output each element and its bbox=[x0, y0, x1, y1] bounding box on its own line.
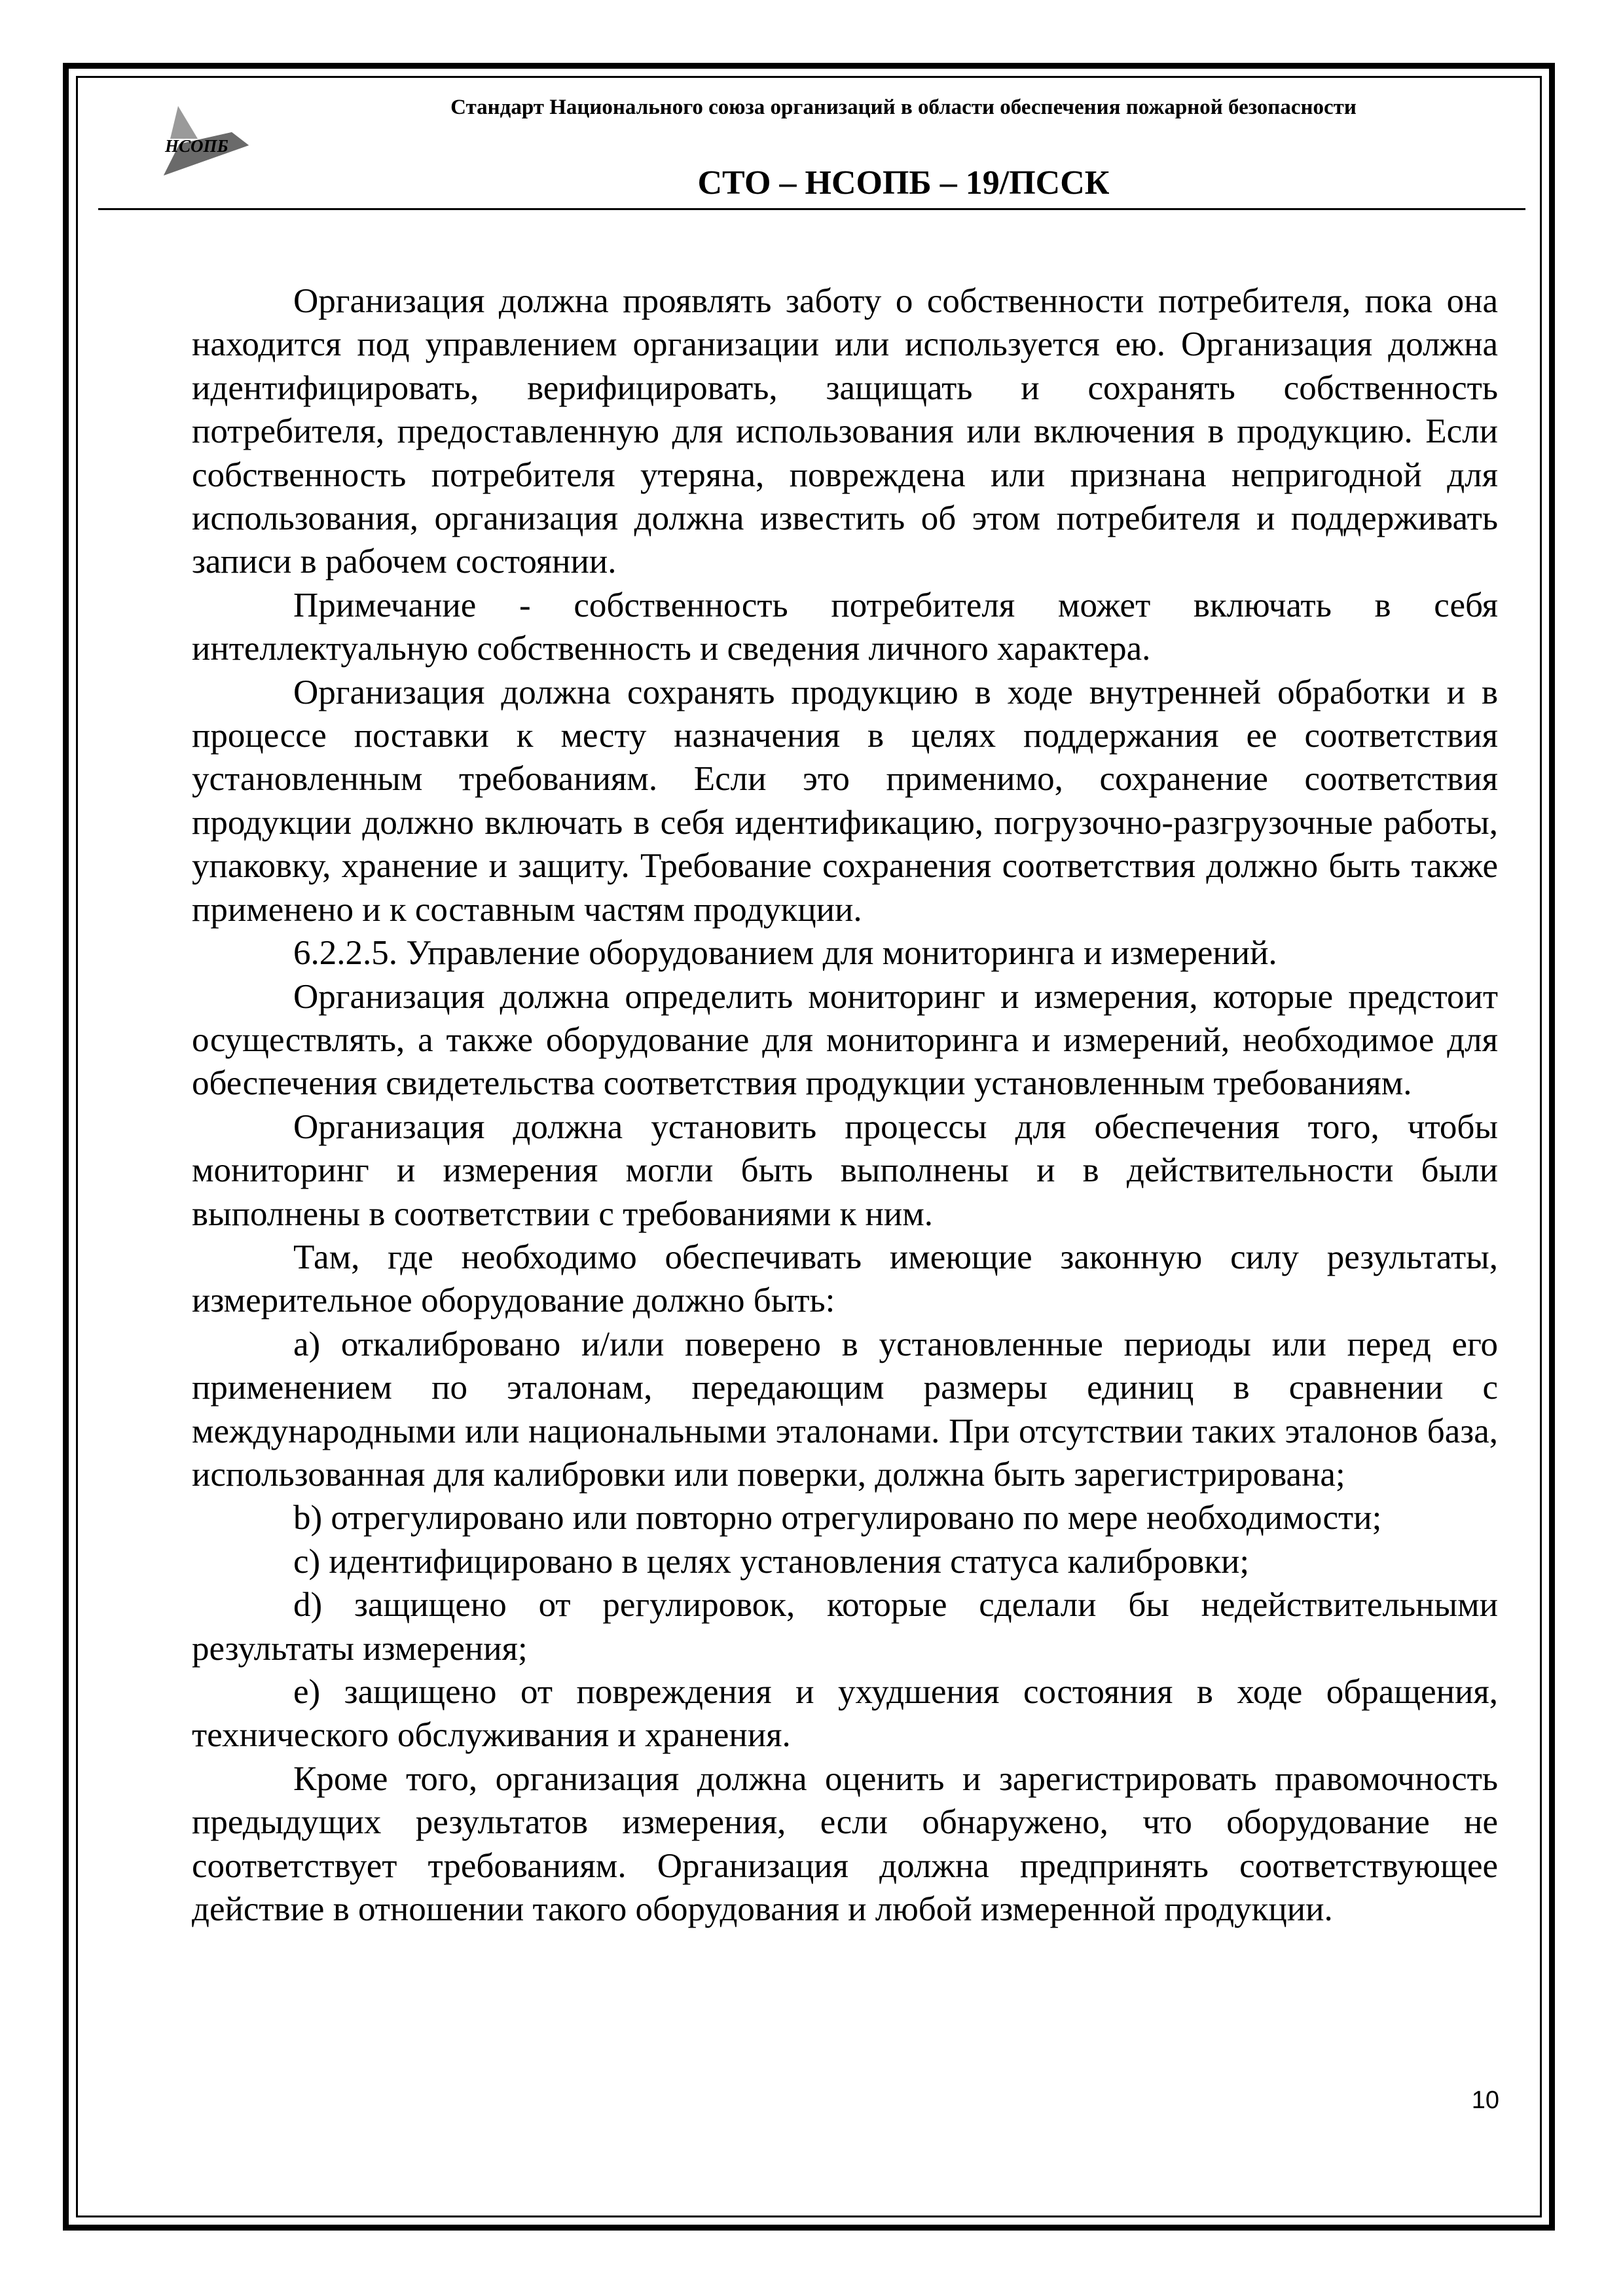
section-heading-6-2-2-5: 6.2.2.5. Управление оборудованием для мониторинга и измерений. bbox=[293, 934, 1277, 973]
list-item-e: e) защищено от повреждения и ухудшения состояния в ходе обращения, технического обслуживания и хранения. bbox=[192, 1673, 1498, 1755]
paragraph-equipment-requirements: Там, где необходимо обеспечивать имеющие законную силу результаты, измерительное оборудование должно быть: bbox=[192, 1238, 1498, 1320]
list-item-c: c) идентифицировано в целях установления статуса калибровки; bbox=[293, 1542, 1250, 1581]
paragraph-customer-property: Организация должна проявлять заботу о собственности потребителя, пока она находится под управлением организации или используется ею. Организация должна идентифицировать, верифицировать, защищать и сохранять собственность потребителя, предоставленную для использования или включения в продукцию. Если собственность потребителя утеряна, повреждена или признана непригодной для использования, организация должна известить об этом потребителя и поддерживать записи в рабочем состоянии. bbox=[192, 282, 1498, 581]
paragraph-product-preservation: Организация должна сохранять продукцию в ходе внутренней обработки и в процессе поставки к месту назначения в целях поддержания ее соответствия установленным требованиям. Если это применимо, сохранение соответствия продукции должно включать в себя идентификацию, погрузочно-разгрузочные работы, упаковку, хранение и защиту. Требование сохранения соответствия должно быть также применено и к составным частям продукции. bbox=[192, 673, 1498, 929]
nsopb-logo bbox=[151, 98, 255, 190]
paragraph-monitoring-processes: Организация должна установить процессы для обеспечения того, чтобы мониторинг и измерения могли быть выполнены и в действительности были выполнены в соответствии с требованиями к ним. bbox=[192, 1107, 1498, 1233]
organization-title: Стандарт Национального союза организаций в области обеспечения пожарной безопасности bbox=[450, 96, 1357, 119]
paragraph-note: Примечание - собственность потребителя может включать в себя интеллектуальную собственность и сведения личного характера. bbox=[192, 586, 1498, 668]
list-item-a: a) откалибровано и/или поверено в установленные периоды или перед его применением по эталонам, передающим размеры единиц в сравнении с международными или национальными эталонами. При отсутствии таких эталонов база, использованная для калибровки или поверки, должна быть зарегистрирована; bbox=[192, 1325, 1498, 1494]
paragraph-monitoring-determination: Организация должна определить мониторинг и измерения, которые предстоит осуществлять, а также оборудование для мониторинга и измерений, необходимое для обеспечения свидетельства соответствия продукции установленным требованиям. bbox=[192, 977, 1498, 1103]
header-divider bbox=[98, 208, 1525, 210]
document-code: СТО – НСОПБ – 19/ПССК bbox=[697, 164, 1110, 202]
paragraph-validity-assessment: Кроме того, организация должна оценить и зарегистрировать правомочность предыдущих результатов измерения, если обнаружено, что оборудование не соответствует требованиям. Организация должна предпринять соответствующее действие в отношении такого оборудования и любой измеренной продукции. bbox=[192, 1759, 1498, 1929]
list-item-b: b) отрегулировано или повторно отрегулировано по мере необходимости; bbox=[293, 1499, 1382, 1537]
page-number: 10 bbox=[1471, 2087, 1499, 2114]
list-item-d: d) защищено от регулировок, которые сделали бы недействительными результаты измерения; bbox=[192, 1586, 1498, 1668]
document-body bbox=[192, 279, 1498, 1931]
logo-text: НСОПБ bbox=[165, 136, 228, 156]
